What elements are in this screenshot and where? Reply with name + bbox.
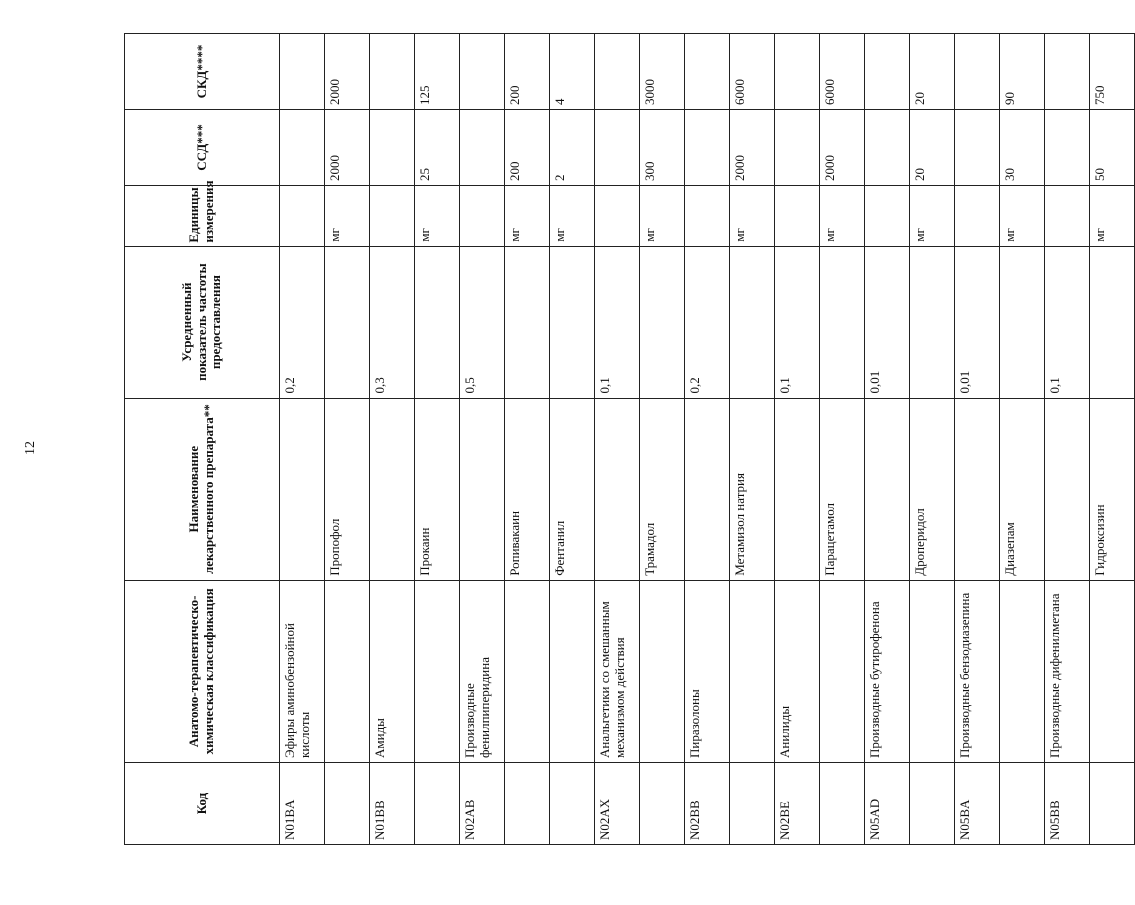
group-ssd-empty: [460, 110, 505, 186]
drug-ssd: 2000: [730, 110, 775, 186]
drug-frequency-empty: [550, 246, 595, 398]
table-row-group: [865, 34, 910, 845]
group-frequency: 0,2: [280, 246, 325, 398]
table-body: [280, 34, 1135, 845]
group-drug-empty: [865, 398, 910, 580]
group-frequency: 0,01: [955, 246, 1000, 398]
drug-ssd: 2000: [325, 110, 370, 186]
group-drug-empty: [280, 398, 325, 580]
group-unit-empty: [1045, 185, 1090, 246]
group-unit-empty: [865, 185, 910, 246]
drug-frequency-empty: [910, 246, 955, 398]
page-number: 12: [23, 441, 38, 455]
table-row-drug: [505, 34, 550, 845]
drug-class-empty: [820, 580, 865, 762]
drug-code-empty: [820, 763, 865, 845]
group-frequency: 0,2: [685, 246, 730, 398]
drug-skd: 2000: [325, 34, 370, 110]
drug-skd: 125: [415, 34, 460, 110]
header-code: Код: [125, 763, 280, 845]
table-header-row: [125, 34, 280, 845]
drug-frequency-empty: [730, 246, 775, 398]
group-skd-empty: [865, 34, 910, 110]
group-classification: Эфиры аминобензойной кислоты: [280, 580, 325, 762]
drug-unit: мг: [505, 185, 550, 246]
drug-code-empty: [910, 763, 955, 845]
drug-ssd: 30: [1000, 110, 1045, 186]
drug-class-empty: [910, 580, 955, 762]
drug-unit: мг: [415, 185, 460, 246]
drug-code-empty: [730, 763, 775, 845]
drug-name: Метамизол натрия: [730, 398, 775, 580]
drug-ssd: 20: [910, 110, 955, 186]
drug-unit: мг: [910, 185, 955, 246]
group-skd-empty: [370, 34, 415, 110]
drug-frequency-empty: [415, 246, 460, 398]
drug-skd: 20: [910, 34, 955, 110]
drug-ssd: 50: [1090, 110, 1135, 186]
group-skd-empty: [685, 34, 730, 110]
group-code: N05BB: [1045, 763, 1090, 845]
drug-unit: мг: [1000, 185, 1045, 246]
table-row-group: [595, 34, 640, 845]
group-code: N02BB: [685, 763, 730, 845]
drug-frequency-empty: [820, 246, 865, 398]
drug-name: Гидроксизин: [1090, 398, 1135, 580]
table-row-group: [460, 34, 505, 845]
group-classification: Производные дифенилметана: [1045, 580, 1090, 762]
rotated-table-wrapper: [124, 33, 1107, 845]
drug-name: Ропивакаин: [505, 398, 550, 580]
group-skd-empty: [1045, 34, 1090, 110]
group-drug-empty: [460, 398, 505, 580]
drug-class-empty: [640, 580, 685, 762]
group-skd-empty: [595, 34, 640, 110]
group-code: N02AB: [460, 763, 505, 845]
group-classification: Амиды: [370, 580, 415, 762]
drug-class-empty: [415, 580, 460, 762]
drug-code-empty: [415, 763, 460, 845]
table-row-drug: [640, 34, 685, 845]
group-unit-empty: [370, 185, 415, 246]
drug-class-empty: [730, 580, 775, 762]
group-unit-empty: [280, 185, 325, 246]
table-row-group: [370, 34, 415, 845]
drug-code-empty: [1090, 763, 1135, 845]
table-row-group: [955, 34, 1000, 845]
drug-skd: 750: [1090, 34, 1135, 110]
group-unit-empty: [685, 185, 730, 246]
group-skd-empty: [280, 34, 325, 110]
group-drug-empty: [685, 398, 730, 580]
group-classification: Анальгетики со смешанным механизмом действия: [595, 580, 640, 762]
group-frequency: 0,5: [460, 246, 505, 398]
drug-ssd: 2000: [820, 110, 865, 186]
group-classification: Анилиды: [775, 580, 820, 762]
drug-name: Дроперидол: [910, 398, 955, 580]
header-classification: Анатомо-терапевтическо-химическая классификация: [125, 580, 280, 762]
drug-name: Прокаин: [415, 398, 460, 580]
group-classification: Производные бензодиазепина: [955, 580, 1000, 762]
group-ssd-empty: [595, 110, 640, 186]
table-row-group: [685, 34, 730, 845]
drug-name: Пропофол: [325, 398, 370, 580]
header-frequency: Усредненный показатель частоты предоставления: [125, 246, 280, 398]
group-frequency: 0,1: [775, 246, 820, 398]
group-unit-empty: [955, 185, 1000, 246]
drug-ssd: 300: [640, 110, 685, 186]
table-row-drug: [325, 34, 370, 845]
group-frequency: 0,01: [865, 246, 910, 398]
table-row-drug: [910, 34, 955, 845]
drug-name: Фентанил: [550, 398, 595, 580]
drug-class-empty: [505, 580, 550, 762]
drug-table: [124, 33, 1135, 845]
group-ssd-empty: [1045, 110, 1090, 186]
group-ssd-empty: [775, 110, 820, 186]
drug-name: Диазепам: [1000, 398, 1045, 580]
group-skd-empty: [955, 34, 1000, 110]
drug-class-empty: [550, 580, 595, 762]
group-code: N01BB: [370, 763, 415, 845]
group-drug-empty: [1045, 398, 1090, 580]
drug-ssd: 25: [415, 110, 460, 186]
drug-unit: мг: [820, 185, 865, 246]
group-code: N05BA: [955, 763, 1000, 845]
header-drug-name: Наименование лекарственного препарата**: [125, 398, 280, 580]
drug-name: Парацетамол: [820, 398, 865, 580]
group-unit-empty: [460, 185, 505, 246]
drug-unit: мг: [640, 185, 685, 246]
table-row-drug: [730, 34, 775, 845]
group-frequency: 0,1: [595, 246, 640, 398]
group-code: N01BA: [280, 763, 325, 845]
header-unit: Единицы измерения: [125, 185, 280, 246]
drug-frequency-empty: [325, 246, 370, 398]
drug-skd: 90: [1000, 34, 1045, 110]
drug-unit: мг: [730, 185, 775, 246]
drug-ssd: 200: [505, 110, 550, 186]
group-code: N05AD: [865, 763, 910, 845]
group-ssd-empty: [685, 110, 730, 186]
drug-skd: 4: [550, 34, 595, 110]
group-drug-empty: [775, 398, 820, 580]
drug-code-empty: [505, 763, 550, 845]
group-frequency: 0,1: [1045, 246, 1090, 398]
header-skd: СКД****: [125, 34, 280, 110]
drug-frequency-empty: [1000, 246, 1045, 398]
group-ssd-empty: [370, 110, 415, 186]
drug-code-empty: [640, 763, 685, 845]
group-unit-empty: [595, 185, 640, 246]
group-classification: Производные фенилпиперидина: [460, 580, 505, 762]
drug-unit: мг: [325, 185, 370, 246]
table-row-group: [280, 34, 325, 845]
group-unit-empty: [775, 185, 820, 246]
drug-skd: 6000: [820, 34, 865, 110]
table-row-drug: [1000, 34, 1045, 845]
drug-frequency-empty: [640, 246, 685, 398]
group-drug-empty: [955, 398, 1000, 580]
drug-class-empty: [325, 580, 370, 762]
group-code: N02AX: [595, 763, 640, 845]
group-classification: Пиразолоны: [685, 580, 730, 762]
drug-unit: мг: [1090, 185, 1135, 246]
group-skd-empty: [460, 34, 505, 110]
header-ssd: ССД***: [125, 110, 280, 186]
group-classification: Производные бутирофенона: [865, 580, 910, 762]
table-row-drug: [550, 34, 595, 845]
group-code: N02BE: [775, 763, 820, 845]
drug-code-empty: [325, 763, 370, 845]
drug-class-empty: [1000, 580, 1045, 762]
group-ssd-empty: [280, 110, 325, 186]
drug-skd: 3000: [640, 34, 685, 110]
drug-code-empty: [550, 763, 595, 845]
group-drug-empty: [595, 398, 640, 580]
drug-frequency-empty: [505, 246, 550, 398]
drug-name: Трамадол: [640, 398, 685, 580]
group-frequency: 0,3: [370, 246, 415, 398]
group-skd-empty: [775, 34, 820, 110]
table-row-group: [1045, 34, 1090, 845]
table-row-drug: [1090, 34, 1135, 845]
drug-class-empty: [1090, 580, 1135, 762]
drug-unit: мг: [550, 185, 595, 246]
drug-ssd: 2: [550, 110, 595, 186]
drug-code-empty: [1000, 763, 1045, 845]
group-ssd-empty: [865, 110, 910, 186]
table-row-drug: [415, 34, 460, 845]
group-ssd-empty: [955, 110, 1000, 186]
group-drug-empty: [370, 398, 415, 580]
table-row-group: [775, 34, 820, 845]
drug-skd: 200: [505, 34, 550, 110]
drug-skd: 6000: [730, 34, 775, 110]
drug-frequency-empty: [1090, 246, 1135, 398]
table-row-drug: [820, 34, 865, 845]
